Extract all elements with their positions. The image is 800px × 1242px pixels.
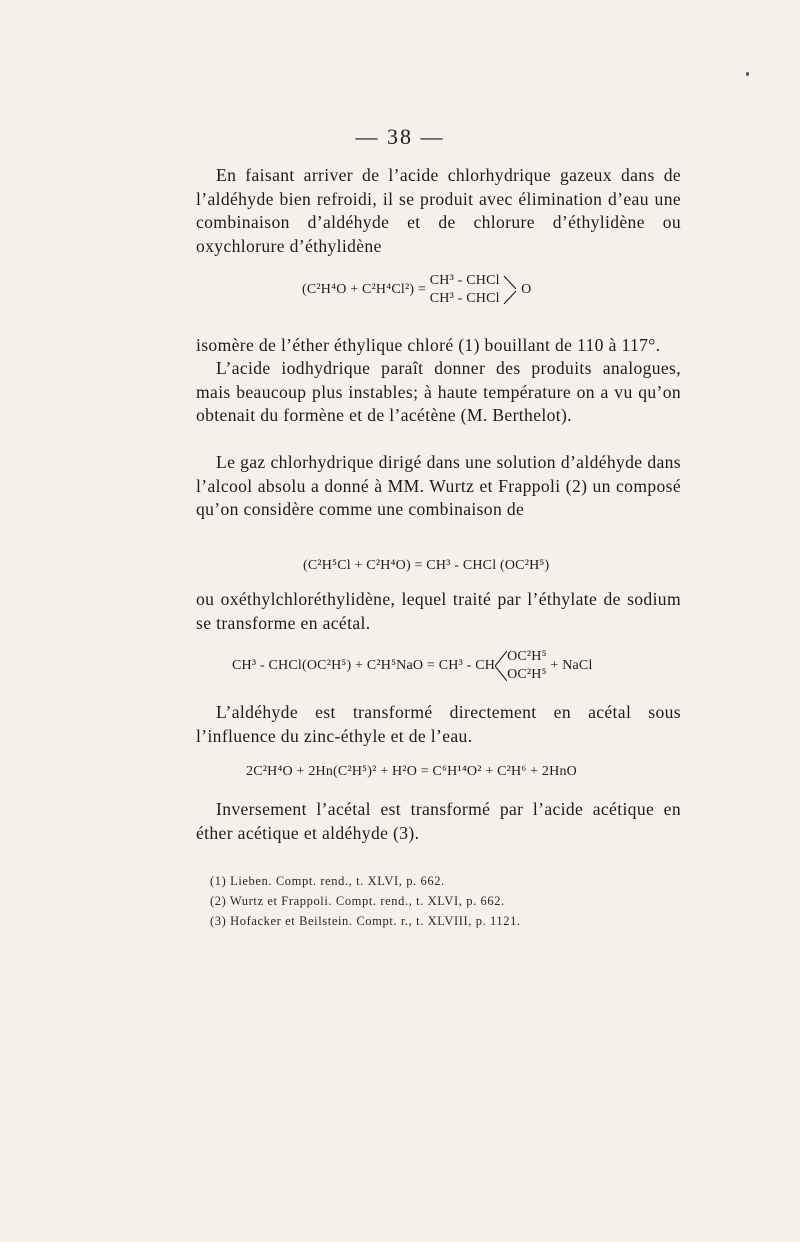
formula-rhs-top: CH³ - CHCl [429, 273, 500, 288]
formula-zinc-ethyl: 2C²H⁴O + 2Hn(C²H⁵)² + H²O = C⁶H¹⁴O² + C²H⁶ + 2HnO [246, 764, 577, 779]
paragraph-5: ou oxéthylchloréthylidène, lequel traité par l’éthylate de sodium se transforme en acétal. [196, 589, 681, 633]
paragraph-6: L’aldéhyde est transformé directement en acétal sous l’influence du zinc-éthyle et de l’eau. [196, 702, 681, 746]
formula-acetal-right: + NaCl [550, 658, 593, 674]
formula-rhs-stack [430, 272, 500, 308]
page-number: — 38 — [355, 124, 445, 149]
paragraph-7: Inversement l’acétal est transformé par l’acide acétique en éther acétique et aldéhyde (3). [196, 799, 681, 843]
formula-acetal [232, 648, 593, 684]
footnote-3: (3) Hofacker et Beilstein. Compt. r., t. XLVIII, p. 1121. [210, 914, 521, 928]
formula-oxychlorure [302, 272, 531, 308]
bond-lines [495, 648, 507, 684]
formula-acetal-top: OC²H⁵ [507, 649, 547, 664]
formula-rhs-bottom: CH³ - CHCl [429, 291, 500, 306]
formula-oxethyl: (C²H⁵Cl + C²H⁴O) = CH³ - CHCl (OC²H⁵) [303, 558, 550, 573]
paragraph-4: Le gaz chlorhydrique dirigé dans une solution d’aldéhyde dans l’alcool absolu a donné à MM. Wurtz et Frappoli (2) un composé qu’on considère comme une combinaison de [196, 452, 681, 519]
paragraph-1: En faisant arriver de l’acide chlorhydrique gazeux dans de l’aldéhyde bien refroidi, il se produit avec élimination d’eau une combinaison d’aldéhyde et de chlorure d’éthylidène ou oxychlorure d’éthylidène [196, 165, 681, 256]
footnote-2: (2) Wurtz et Frappoli. Compt. rend., t. XLVI, p. 662. [210, 894, 505, 908]
formula-oxygen: O [521, 282, 532, 298]
bond-lines [503, 273, 517, 307]
ink-speck [746, 72, 749, 76]
formula-acetal-bottom: OC²H⁵ [507, 667, 547, 682]
formula-acetal-stack [507, 648, 547, 684]
paragraph-2: isomère de l’éther éthylique chloré (1) bouillant de 110 à 117°. [196, 335, 661, 355]
formula-lhs: (C²H⁴O + C²H⁴Cl²) = [302, 282, 427, 298]
paragraph-3: L’acide iodhydrique paraît donner des produits analogues, mais beaucoup plus instables; à haute température on a vu qu’on obtenait du formène et de l’acétène (M. Berthelot). [196, 358, 681, 425]
formula-acetal-left: CH³ - CHCl(OC²H⁵) + C²H⁵NaO = CH³ - CH [232, 658, 496, 674]
footnote-1: (1) Lieben. Compt. rend., t. XLVI, p. 662. [210, 874, 445, 888]
